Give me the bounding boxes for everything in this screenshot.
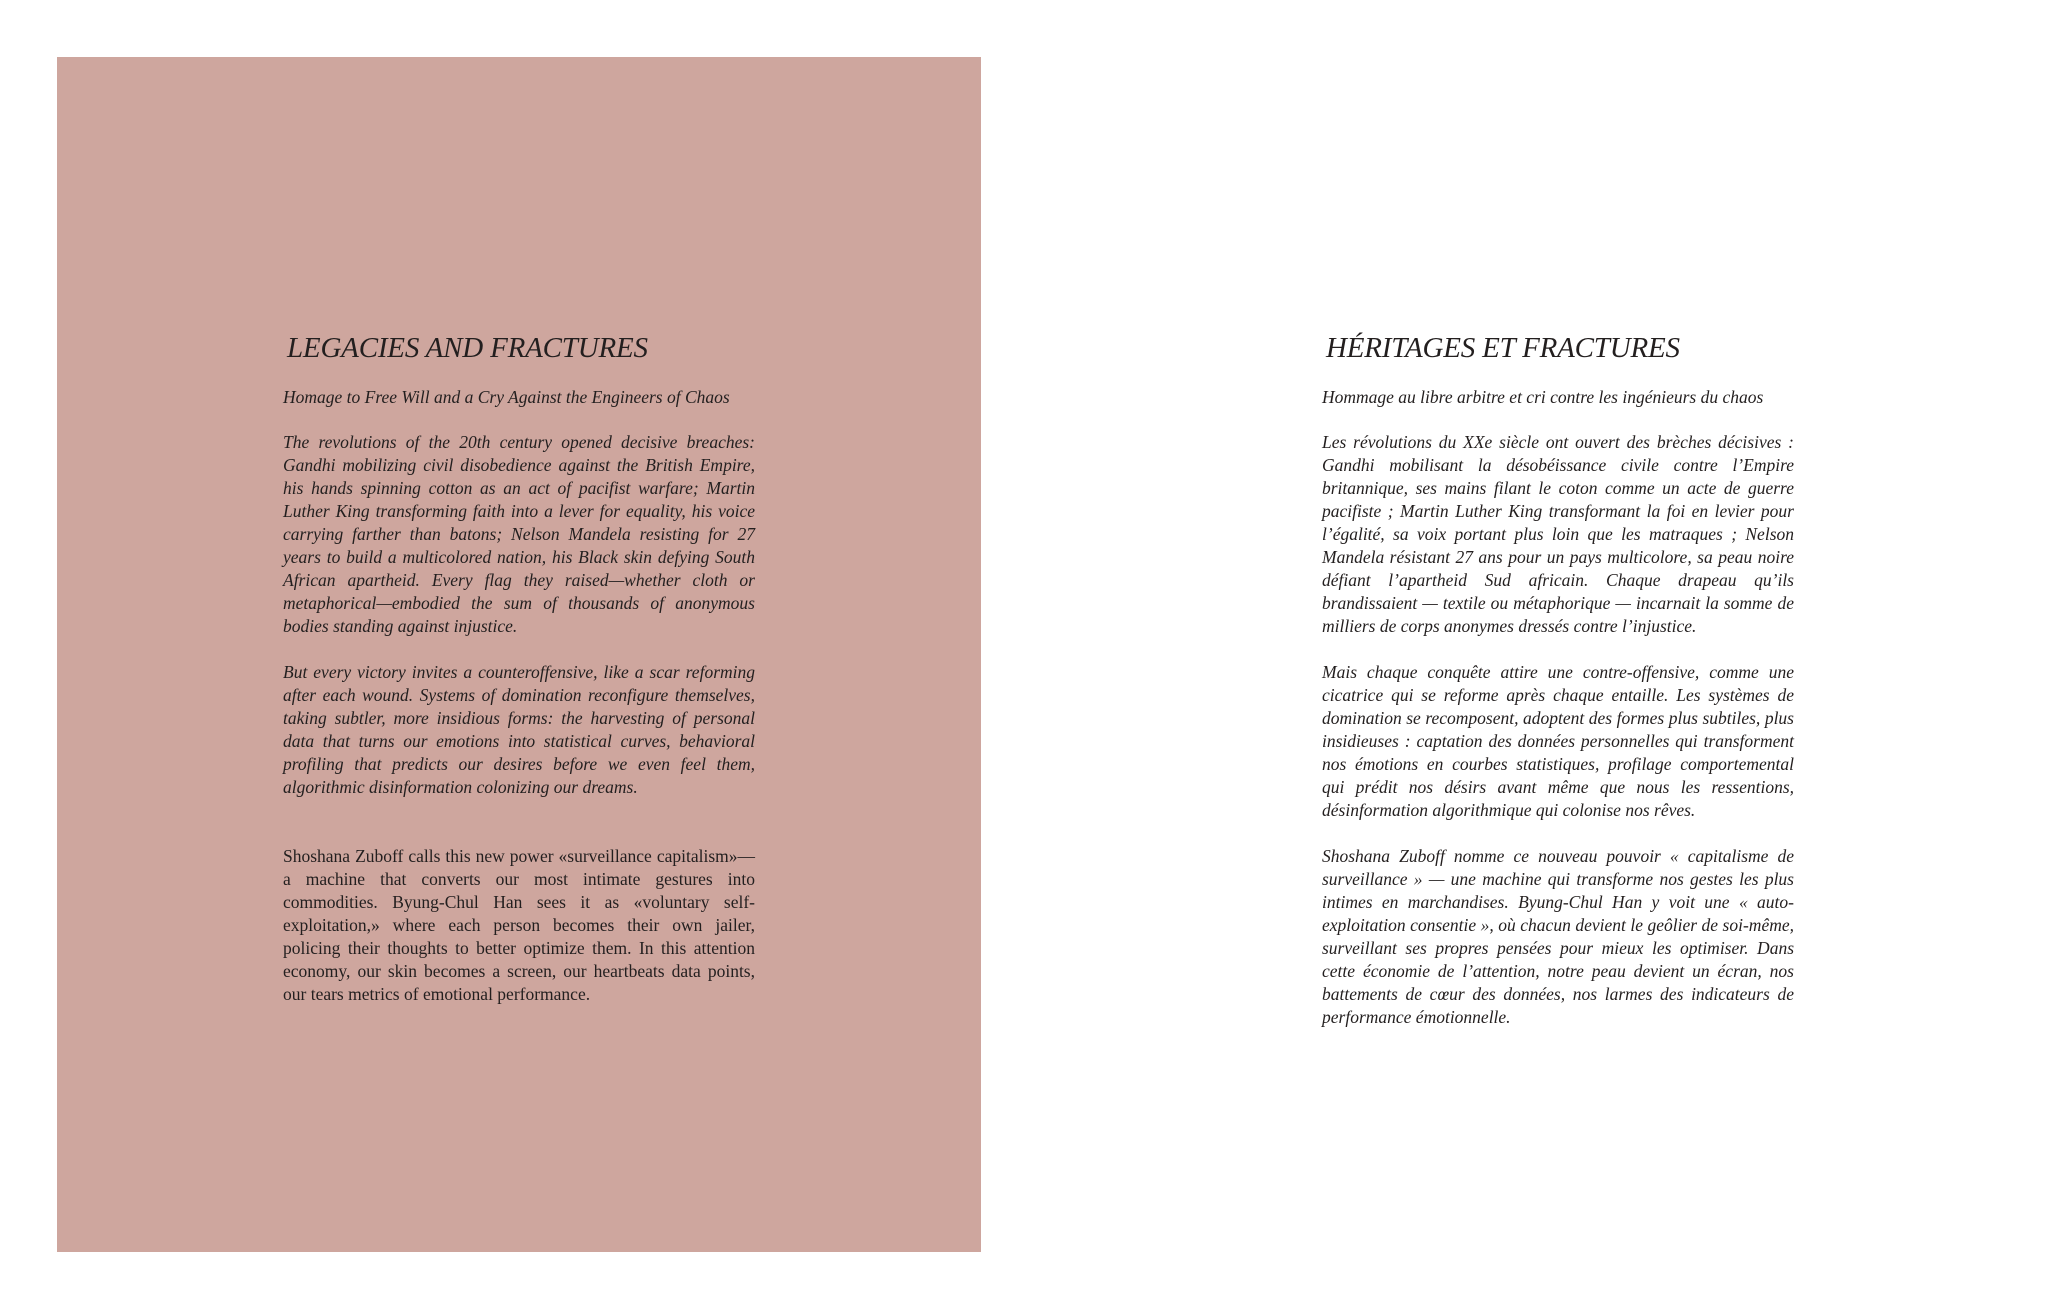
- french-column: [1322, 330, 1794, 1029]
- english-column: [283, 330, 755, 1006]
- french-heading: HÉRITAGES ET FRACTURES: [1326, 332, 1680, 364]
- english-subtitle: Homage to Free Will and a Cry Against the Engineers of Chaos: [283, 387, 730, 407]
- french-paragraph-1: Les révolutions du XXe siècle ont ouvert des brèches décisives : Gandhi mobilisant la désobéissance civile contre l’Empire britannique, ses mains filant le coton comme un acte de guerre pacifiste ; Martin Luther King transformant la foi en levier pour l’égalité, sa voix portant plus loin que les matraques ; Nelson Mandela résistant 27 ans pour un pays multicolore, sa peau noire défiant l’apartheid Sud africain. Chaque drapeau qu’ils brandissaient — textile ou métaphorique — incarnait la somme de milliers de corps anonymes dressés contre l’injustice.: [1322, 432, 1794, 636]
- english-paragraph-1: The revolutions of the 20th century opened decisive breaches: Gandhi mobilizing civil disobedience against the British Empire, his hands spinning cotton as an act of pacifist warfare; Martin Luther King transforming faith into a lever for equality, his voice carrying farther than batons; Nelson Mandela resisting for 27 years to build a multicolored nation, his Black skin defying South African apartheid. Every flag they raised—whether cloth or metaphorical—embodied the sum of thousands of anonymous bodies standing against injustice.: [283, 432, 755, 636]
- french-paragraph-3: Shoshana Zuboff nomme ce nouveau pouvoir « capitalisme de surveillance » — une machine qui transforme nos gestes les plus intimes en marchandises. Byung-Chul Han y voit une « auto-exploitation consentie », où chacun devient le geôlier de soi-même, surveillant ses propres pensées pour mieux les optimiser. Dans cette économie de l’attention, notre peau devient un écran, nos battements de cœur des données, nos larmes des indicateurs de performance émotionnelle.: [1322, 846, 1794, 1027]
- french-subtitle: Hommage au libre arbitre et cri contre les ingénieurs du chaos: [1322, 387, 1764, 407]
- english-paragraph-2: But every victory invites a counteroffensive, like a scar reforming after each wound. Systems of domination reconfigure themselves, taking subtler, more insidious forms: the harvesting of personal data that turns our emotions into statistical curves, behavioral profiling that predicts our desires before we even feel them, algorithmic disinformation colonizing our dreams.: [283, 662, 755, 797]
- english-paragraph-3: Shoshana Zuboff calls this new power «surveillance capitalism»—a machine that converts our most intimate gestures into commodities. Byung-Chul Han sees it as «voluntary self-exploitation,» where each person becomes their own jailer, policing their thoughts to better optimize them. In this attention economy, our skin becomes a screen, our heartbeats data points, our tears metrics of emotional performance.: [283, 846, 755, 1004]
- english-heading: LEGACIES AND FRACTURES: [287, 332, 648, 364]
- french-paragraph-2: Mais chaque conquête attire une contre-offensive, comme une cicatrice qui se reforme après chaque entaille. Les systèmes de domination se recomposent, adoptent des formes plus subtiles, plus insidieuses : captation des données personnelles qui transforment nos émotions en courbes statistiques, profilage comportemental qui prédit nos désirs avant même que nous les ressentions, désinformation algorithmique qui colonise nos rêves.: [1322, 662, 1794, 820]
